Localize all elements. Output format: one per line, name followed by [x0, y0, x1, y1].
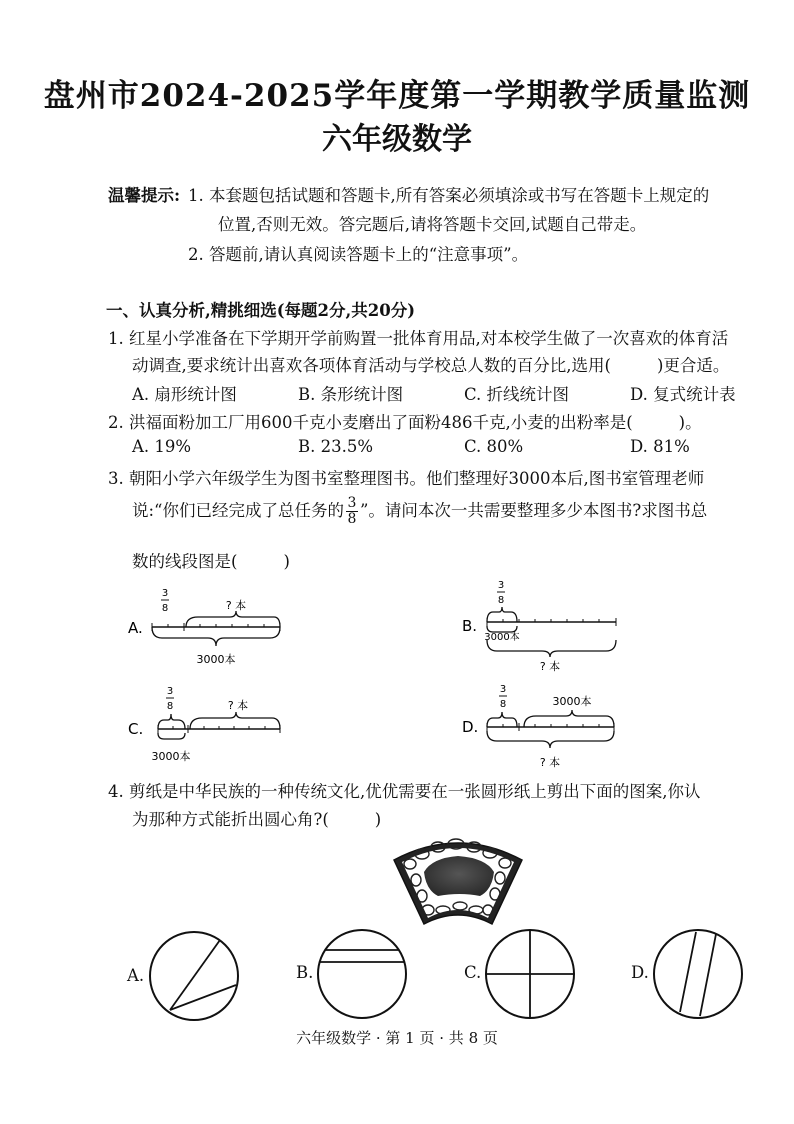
q1-line1: 1. 红星小学准备在下学期开学前购置一批体育用品,对本校学生做了一次喜欢的体育活: [108, 329, 729, 348]
diagram-d-label: D.: [462, 718, 479, 736]
svg-text:? 本: ? 本: [225, 599, 247, 612]
q2-line1: 2. 洪福面粉加工厂用600千克小麦磨出了面粉486千克,小麦的出粉率是( )。: [108, 413, 702, 432]
notice-label: 温馨提示:: [108, 186, 181, 205]
svg-text:3000本: 3000本: [151, 750, 191, 763]
svg-text:3000本: 3000本: [196, 653, 236, 666]
svg-text:3000本: 3000本: [552, 695, 592, 708]
q1-option-c: C. 折线统计图: [464, 385, 570, 404]
diagram-c: [128, 684, 298, 780]
diagram-d: [462, 682, 632, 778]
svg-text:8: 8: [166, 701, 174, 712]
page-title: 盘州市2024-2025学年度第一学期教学质量监测: [43, 78, 751, 114]
page-footer: 六年级数学 · 第 1 页 · 共 8 页: [296, 1029, 498, 1047]
q2-option-c: C. 80%: [464, 437, 524, 456]
page-subtitle: 六年级数学: [322, 122, 472, 157]
q1-option-d: D. 复式统计表: [630, 385, 736, 404]
svg-text:? 本: ? 本: [227, 699, 249, 712]
q1-option-a: A. 扇形统计图: [132, 385, 237, 404]
diagram-a: [128, 580, 298, 670]
q4-option-b-label: B.: [296, 963, 314, 982]
notice-item2: 2. 答题前,请认真阅读答题卡上的“注意事项”。: [188, 245, 529, 264]
q4-option-b-circle: [316, 928, 408, 1020]
q2-option-a: A. 19%: [132, 437, 192, 456]
q3-line1: 3. 朝阳小学六年级学生为图书室整理图书。他们整理好3000本后,图书室管理老师: [108, 469, 705, 488]
diagram-b-label: B.: [462, 617, 478, 635]
diagram-a-label: A.: [128, 619, 143, 637]
q4-line2: 为那种方式能折出圆心角?( ): [132, 810, 382, 829]
notice-item1-line2: 位置,否则无效。答完题后,请将答题卡交回,试题自己带走。: [218, 215, 647, 234]
q1-line2: 动调查,要求统计出喜欢各项体育活动与学校总人数的百分比,选用( )更合适。: [132, 356, 730, 375]
q1-option-b: B. 条形统计图: [298, 385, 404, 404]
q4-option-c-label: C.: [464, 963, 482, 982]
svg-text:? 本: ? 本: [539, 660, 561, 673]
q4-option-c-circle: [484, 928, 576, 1020]
q4-option-a-circle: [148, 930, 240, 1022]
diagram-c-label: C.: [128, 720, 144, 738]
q3-line2: 说:“你们已经完成了总任务的 $\frac{3}{8}$ ”。请问本次一共需要整理多少本图书?求图书总: [132, 495, 708, 527]
q4-option-d-label: D.: [631, 963, 649, 982]
notice-item1-line1: 1. 本套题包括试题和答题卡,所有答案必须填涂或书写在答题卡上规定的: [188, 186, 710, 205]
svg-text:3: 3: [166, 686, 174, 697]
q2-option-b: B. 23.5%: [298, 437, 374, 456]
svg-text:3: 3: [161, 588, 169, 599]
q4-option-a-label: A.: [127, 966, 145, 985]
q2-option-d: D. 81%: [630, 437, 690, 456]
svg-text:8: 8: [161, 603, 169, 614]
svg-text:3: 3: [499, 684, 507, 695]
svg-text:3: 3: [497, 580, 505, 591]
diagram-b: [462, 574, 632, 674]
q3-line3: 数的线段图是( ): [132, 552, 290, 571]
fraction: $\frac{3}{8}$: [347, 495, 357, 527]
section-heading: 一、认真分析,精挑细选(每题2分,共20分): [106, 301, 416, 320]
svg-text:8: 8: [497, 595, 505, 606]
svg-text:8: 8: [499, 699, 507, 710]
paper-cut-fan-image: [388, 832, 528, 932]
q4-option-d-circle: [652, 928, 744, 1020]
q4-line1: 4. 剪纸是中华民族的一种传统文化,优优需要在一张圆形纸上剪出下面的图案,你认: [108, 782, 701, 801]
svg-text:? 本: ? 本: [539, 756, 561, 769]
svg-text:3000本: 3000本: [484, 632, 520, 643]
